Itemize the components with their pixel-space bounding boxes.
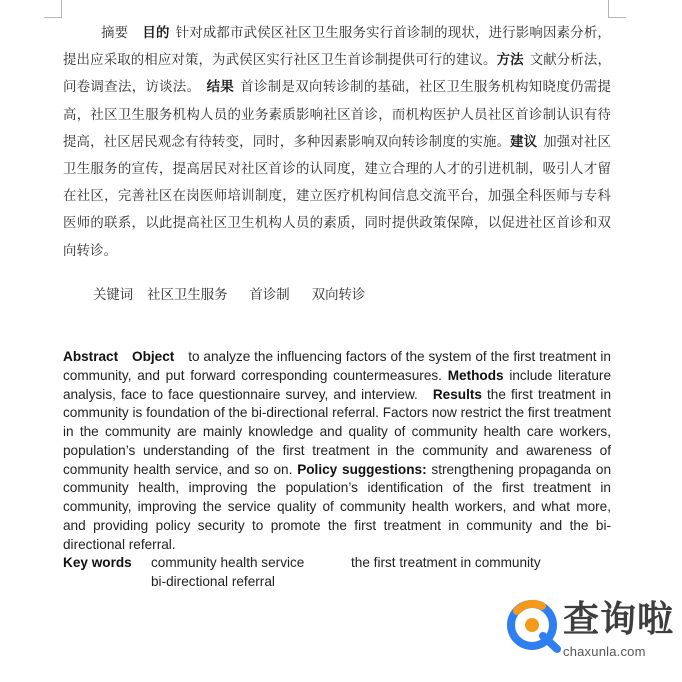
en-objective-label: Object [132, 349, 175, 364]
en-keywords-label: Key words [63, 555, 132, 570]
chinese-keywords [93, 284, 593, 308]
cn-keyword: 社区卫生服务 [147, 288, 228, 303]
crop-mark-top-left [44, 0, 62, 18]
en-abstract-label: Abstract [63, 349, 119, 364]
cn-suggestions-text: 加强对社区卫生服务的宣传，提高居民对社区首诊的认同度，建立合理的人才的引进机制，吸引人才留在社区，完善社区在岗医师培训制度，建立医疗机构间信息交流平台，加强全科医师与专科医师的联系，以此提高社区卫生机构人员的素质，同时提供政策保障，以促进社区首诊和双向转诊。 [63, 134, 611, 259]
english-keywords [63, 554, 623, 592]
cn-abstract-label: 摘要 [101, 26, 129, 41]
en-results-label: Results [432, 386, 482, 402]
cn-results-text: 首诊制是双向转诊制的基础，社区卫生服务机构知晓度仍需提高，社区卫生服务机构人员的业务素质影响社区首诊，而机构医护人员社区首诊制认识有待提高，社区居民观念有待转变，同时，多种因素影响双向转诊制度的实施。 [63, 80, 611, 150]
en-suggestions-label: Policy suggestions: [297, 461, 427, 477]
en-keywords-line-1 [63, 554, 623, 573]
en-suggestions-text: strengthening propaganda on community health, improving the population’s identification of the first treatment in community, improving the service quality of community health workers, and what more, and providing policy security to promote the first treatment in community and the bi-directional referral. [63, 461, 612, 552]
en-objective-text: to analyze the influencing factors of the system of the first treatment in community, and put forward corresponding countermeasures. [63, 349, 611, 383]
en-keyword: the first treatment in community [351, 555, 541, 570]
en-keyword: bi-directional referral [151, 573, 275, 589]
cn-keyword: 双向转诊 [311, 288, 366, 303]
cn-results-label: 结果 [206, 80, 235, 96]
cn-methods-label: 方法 [496, 53, 524, 69]
cn-suggestions-label: 建议 [510, 134, 538, 150]
en-methods-label: Methods [447, 367, 504, 383]
cn-methods-text: 文献分析法，问卷调查法，访谈法。 [63, 53, 611, 96]
en-keyword: community health service [151, 555, 305, 570]
cn-keyword: 首诊制 [249, 288, 290, 303]
chinese-abstract [63, 20, 611, 265]
watermark-name: 查询啦 [563, 599, 675, 640]
crop-mark-top-right [608, 0, 626, 18]
en-keywords-line-2 [63, 573, 623, 592]
en-methods-text: include literature analysis, face to face questionnaire survey, and interview. [63, 367, 612, 402]
cn-objective-label: 目的 [142, 26, 170, 41]
en-results-text: the first treatment in community is foundation of the bi-directional referral. Factors now restrict the first treatment in the community are mainly knowledge and quality of community health care workers, population’s understanding of the first treatment in the community and awareness of community health service, and so on. [63, 386, 611, 477]
magnifier-q-logo-icon [505, 596, 563, 654]
watermark-domain: chaxunla.com [563, 644, 646, 659]
watermark-logo [503, 594, 679, 682]
english-abstract [63, 348, 611, 554]
cn-keywords-label: 关键词 [93, 288, 134, 303]
cn-objective-text: 针对成都市武侯区社区卫生服务实行首诊制的现状，进行影响因素分析，提出应采取的相应对策，为武侯区实行社区卫生首诊制提供可行的建议。 [63, 26, 611, 69]
